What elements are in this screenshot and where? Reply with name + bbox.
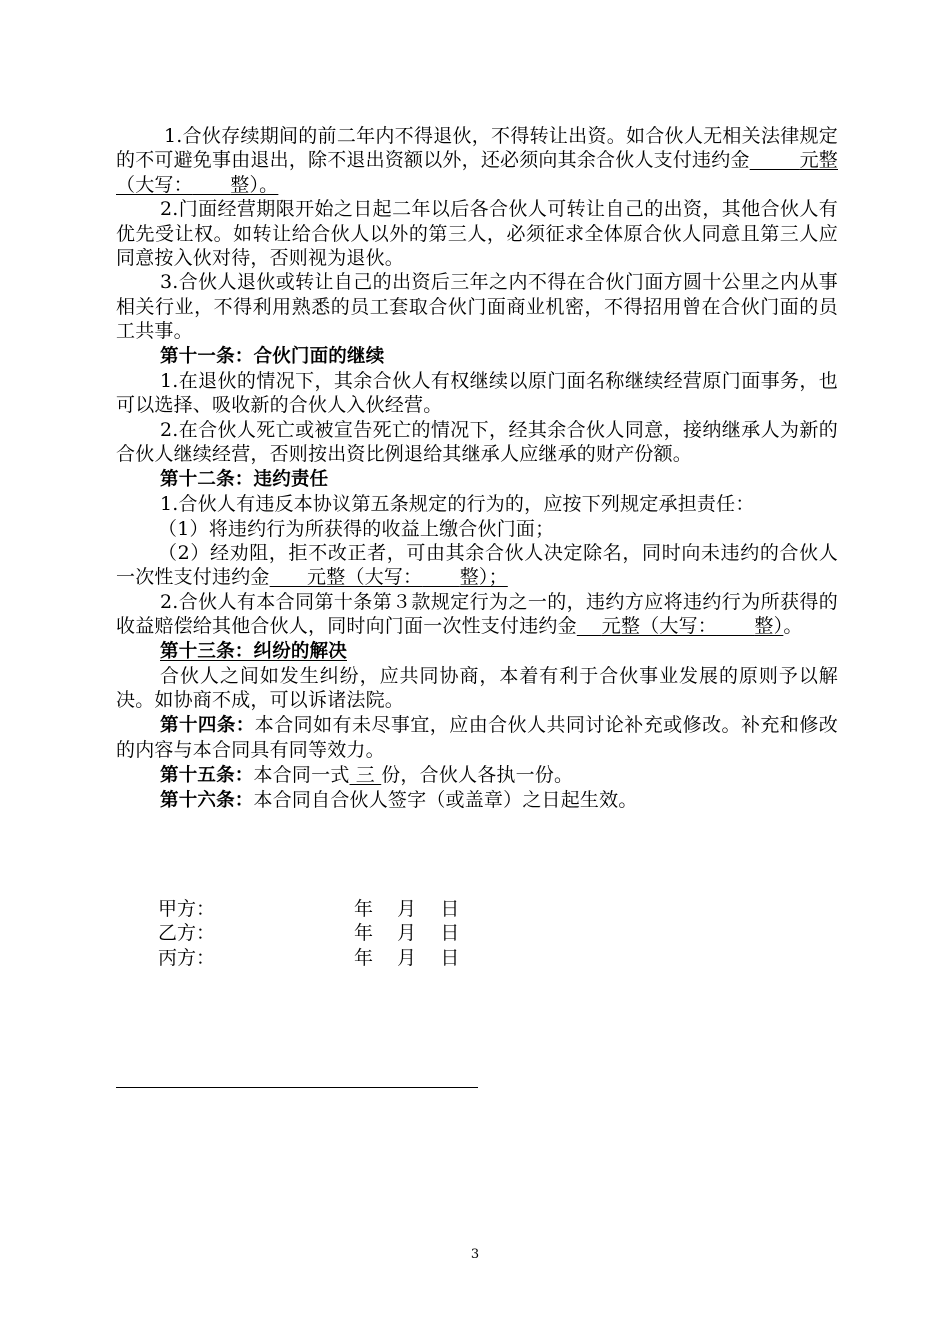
article12-paragraph-1: 1.合伙人有违反本协议第五条规定的行为的，应按下列规定承担责任： <box>160 493 755 516</box>
article12-item-2 <box>116 541 838 590</box>
article14-paragraph <box>116 713 838 763</box>
article12-p2-text: 2.合伙人有本合同第十条第３款规定行为之一的，违约方应将违约行为所获得的收益赔偿给其他合伙人，同时向门面一次性支付违约金 <box>116 590 838 638</box>
article16-paragraph <box>116 788 838 813</box>
penalty-end-text: 整）。 <box>230 173 279 196</box>
article12-heading: 第十二条：违约责任 <box>160 468 329 490</box>
article13-heading: 第十三条：纠纷的解决 <box>160 640 348 662</box>
item2-words-blank <box>422 566 459 588</box>
copies-count: 三 <box>349 763 382 786</box>
article10-paragraph-1 <box>116 124 838 197</box>
penalty-words-blank <box>193 174 230 196</box>
article14-text: 本合同如有未尽事宜，应由合伙人共同讨论补充或修改。补充和修改的内容与本合同具有同等效力。 <box>116 713 838 762</box>
article12-item2-text: （2）经劝阻，拒不改正者，可由其余合伙人决定除名，同时向未违约的合伙人一次性支付违约金 <box>116 541 838 589</box>
article16-text: 本合同自合伙人签字（或盖章）之日起生效。 <box>253 788 638 811</box>
party-c-label: 丙方： <box>158 946 216 969</box>
article12-paragraph-2 <box>116 590 838 639</box>
article16-heading: 第十六条： <box>160 789 254 811</box>
article10-paragraph-3: 3.合伙人退伙或转让自己的出资后三年之内不得在合伙门面方圆十公里之内从事相关行业，不得利用熟悉的员工套取合伙门面商业机密，不得招用曾在合伙门面的员工共事。 <box>116 271 838 343</box>
page-number: 3 <box>470 1247 480 1262</box>
item2-amount-blank <box>270 566 307 588</box>
article15-text-post: 份，合伙人各执一份。 <box>381 763 574 786</box>
article10-paragraph-2: 2.门面经营期限开始之日起二年以后各合伙人可转让自己的出资，其他合伙人有优先受让权。如转让给合伙人以外的第三人，必须征求全体原合伙人同意且第三人应同意按入伙对待，否则视为退伙。 <box>116 198 838 270</box>
signature-row-c <box>158 946 459 970</box>
item2-unit-text: 元整（大写： <box>307 566 423 589</box>
party-c-date: 年 月 日 <box>354 946 460 969</box>
party-b-date: 年 月 日 <box>354 922 460 945</box>
article11-paragraph-1: 1.在退伙的情况下，其余合伙人有权继续以原门面名称继续经营原门面事务，也可以选择、吸收新的合伙人入伙经营。 <box>116 370 838 417</box>
item2-end-text: 整）； <box>459 566 508 589</box>
penalty-unit-text: 元整（大写： <box>116 149 838 196</box>
p2-tail-text: 。 <box>783 615 803 638</box>
party-a-label: 甲方： <box>158 898 216 920</box>
p2-words-blank <box>717 615 754 637</box>
p2-amount-blank <box>577 615 602 637</box>
article11-heading: 第十一条：合伙门面的继续 <box>160 345 385 367</box>
article14-heading: 第十四条： <box>160 714 255 736</box>
penalty-amount-blank <box>750 149 800 171</box>
party-a-date: 年 月 日 <box>354 898 460 920</box>
signature-row-a <box>158 897 459 921</box>
p2-end-text: 整） <box>754 615 784 638</box>
article15-paragraph <box>116 763 838 788</box>
article15-text-pre: 本合同一式 <box>253 763 350 786</box>
signature-block <box>158 897 459 970</box>
footnote-separator <box>116 1087 478 1088</box>
article10-p1-text: 1.合伙存续期间的前二年内不得退伙，不得转让出资。如合伙人无相关法律规定的不可避免事由退出，除不退出资额以外，还必须向其余合伙人支付违约金 <box>116 125 838 172</box>
article11-paragraph-2: 2.在合伙人死亡或被宣告死亡的情况下，经其余合伙人同意，接纳继承人为新的合伙人继续经营，否则按出资比例退给其继承人应继承的财产份额。 <box>116 418 838 466</box>
article12-item-1: （1）将违约行为所获得的收益上缴合伙门面； <box>158 517 555 540</box>
article15-heading: 第十五条： <box>160 764 254 786</box>
party-b-label: 乙方： <box>158 922 216 945</box>
signature-row-b <box>158 921 459 945</box>
article13-paragraph-1: 合伙人之间如发生纠纷，应共同协商，本着有利于合伙事业发展的原则予以解决。如协商不成，可以诉诸法院。 <box>116 664 838 712</box>
contract-body <box>116 124 838 813</box>
p2-unit-text: 元整（大写： <box>601 615 717 638</box>
